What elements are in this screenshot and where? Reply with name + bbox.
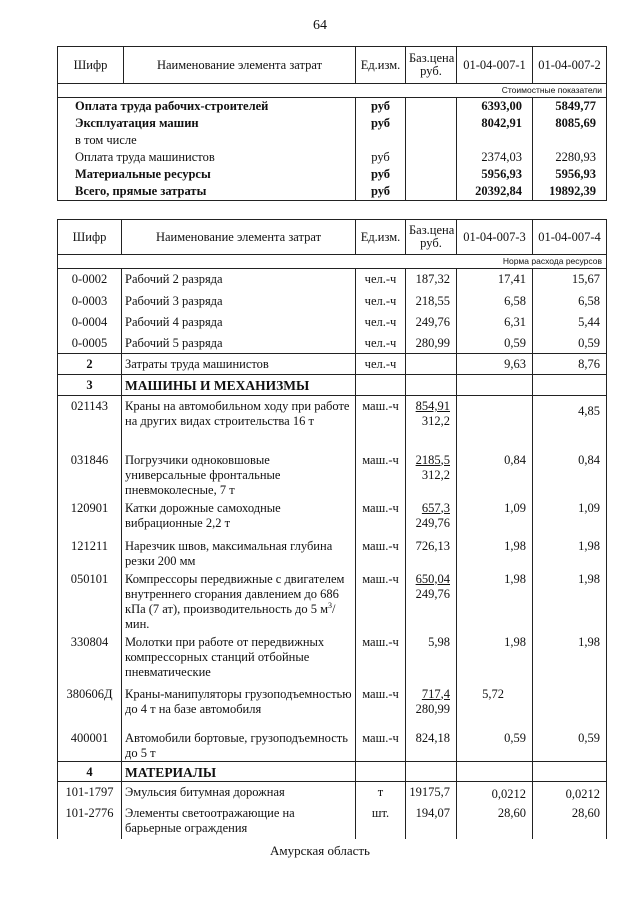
row-price: [406, 333, 457, 354]
row-name: Эмульсия битумная дорожная: [122, 781, 356, 803]
row-code: 031846: [58, 450, 122, 498]
row-price: [406, 396, 457, 450]
subheader-label: Норма расхода ресурсов: [58, 255, 607, 269]
row-name-suffix: /мин.: [125, 601, 336, 631]
row-name: Автомобили бортовые, грузоподъемность до 5 т: [122, 728, 356, 762]
row-name: Оплата труда машинистов: [58, 149, 356, 166]
row-unit: руб: [356, 166, 406, 183]
table-row: [58, 333, 607, 354]
row-price: [406, 450, 457, 498]
header-name: Наименование элемента затрат: [122, 220, 356, 255]
row-name: [122, 569, 356, 632]
row-value-2: 0,0212: [533, 781, 607, 803]
price-main: 650,04: [415, 571, 450, 586]
row-value-1: [457, 761, 533, 781]
header-code-2: 01-04-007-2: [533, 47, 607, 84]
header-unit: Ед.изм.: [356, 220, 406, 255]
header-code-1: 01-04-007-1: [457, 47, 533, 84]
table-header-row: [58, 47, 607, 84]
row-unit: маш.-ч: [356, 632, 406, 684]
row-code: 021143: [58, 396, 122, 450]
table-row: [58, 781, 607, 803]
row-value-1: 1,98: [457, 632, 533, 684]
page-number: 64: [313, 18, 327, 33]
row-unit: маш.-ч: [356, 728, 406, 762]
row-name: Рабочий 3 разряда: [122, 291, 356, 312]
row-price: [406, 728, 457, 762]
row-code: 120901: [58, 498, 122, 536]
header-code-3: 01-04-007-3: [457, 220, 533, 255]
row-value-2: [533, 761, 607, 781]
price-main: 280,99: [415, 335, 450, 350]
price-main: 726,13: [415, 538, 450, 553]
header-code: Шифр: [58, 220, 122, 255]
table-row: [58, 498, 607, 536]
superscript: 3: [328, 600, 333, 610]
row-value-1: 1,98: [457, 536, 533, 569]
row-name: Катки дорожные самоходные вибрационные 2,2 т: [122, 498, 356, 536]
table-row: [58, 684, 607, 728]
row-value-2: 15,67: [533, 269, 607, 291]
section-title: МАТЕРИАЛЫ: [122, 761, 356, 781]
row-price: [406, 269, 457, 291]
footer-region: Амурская область: [270, 843, 370, 858]
row-value-2: [533, 132, 607, 149]
row-price: [406, 803, 457, 839]
table-header-row: [58, 220, 607, 255]
row-value-2: 0,59: [533, 728, 607, 762]
row-price: [406, 115, 457, 132]
row-name: Рабочий 2 разряда: [122, 269, 356, 291]
row-value-1: 6,58: [457, 291, 533, 312]
row-value-2: 0,59: [533, 333, 607, 354]
row-value-1: 6393,00: [457, 98, 533, 116]
table-row: [58, 291, 607, 312]
row-unit: руб: [356, 115, 406, 132]
row-value-1: [457, 375, 533, 396]
subheader-row: [58, 255, 607, 269]
row-name: Эксплуатация машин: [58, 115, 356, 132]
row-code: 101-1797: [58, 781, 122, 803]
section-row: [58, 761, 607, 781]
row-value-1: 5,72: [457, 684, 533, 728]
price-main: 824,18: [415, 730, 450, 745]
table-row: [58, 132, 607, 149]
price-main: 854,91: [415, 399, 450, 413]
table-row: [58, 632, 607, 684]
row-price: [406, 498, 457, 536]
row-price: [406, 354, 457, 375]
row-price: [406, 98, 457, 116]
section-title: МАШИНЫ И МЕХАНИЗМЫ: [122, 375, 356, 396]
header-code: Шифр: [58, 47, 124, 84]
header-name: Наименование элемента затрат: [124, 47, 356, 84]
price-main: 187,32: [415, 272, 450, 286]
row-unit: маш.-ч: [356, 450, 406, 498]
row-code: 380606Д: [58, 684, 122, 728]
row-value-1: 6,31: [457, 312, 533, 333]
price-main: 249,76: [415, 314, 450, 329]
table-row: [58, 166, 607, 183]
row-name: Материальные ресурсы: [58, 166, 356, 183]
row-unit: чел.-ч: [356, 269, 406, 291]
row-code: 2: [58, 354, 122, 375]
row-value-2: 8,76: [533, 354, 607, 375]
row-price: [406, 132, 457, 149]
section-row: [58, 375, 607, 396]
row-value-2: 0,84: [533, 450, 607, 498]
row-unit: маш.-ч: [356, 684, 406, 728]
price-main: 5,98: [428, 634, 450, 649]
row-value-1: 9,63: [457, 354, 533, 375]
price-main: 218,55: [415, 293, 450, 308]
row-unit: руб: [356, 98, 406, 116]
row-value-2: 19892,39: [533, 183, 607, 201]
row-price: [406, 684, 457, 728]
row-value-1: 0,0212: [457, 781, 533, 803]
row-unit: чел.-ч: [356, 312, 406, 333]
row-price: [406, 781, 457, 803]
row-value-1: 5956,93: [457, 166, 533, 183]
price-main: 19175,7: [409, 784, 450, 799]
row-price: [406, 569, 457, 632]
table-row: [58, 536, 607, 569]
row-value-2: 8085,69: [533, 115, 607, 132]
table-row: [58, 115, 607, 132]
table-row: [58, 450, 607, 498]
row-value-2: 5849,77: [533, 98, 607, 116]
row-price: [406, 632, 457, 684]
row-unit: руб: [356, 183, 406, 201]
row-unit: маш.-ч: [356, 498, 406, 536]
row-name: Краны на автомобильном ходу при работе на других видах строительства 16 т: [122, 396, 356, 450]
row-unit: чел.-ч: [356, 354, 406, 375]
header-code-4: 01-04-007-4: [533, 220, 607, 255]
price-main: 2185,5: [415, 452, 450, 467]
row-name: Молотки при работе от передвижных компрессорных станций отбойные пневматические: [122, 632, 356, 684]
row-code: 121211: [58, 536, 122, 569]
row-value-1: 1,98: [457, 569, 533, 632]
row-code: 0-0003: [58, 291, 122, 312]
row-unit: маш.-ч: [356, 396, 406, 450]
row-code: 050101: [58, 569, 122, 632]
subheader-row: [58, 84, 607, 98]
price-sub: 312,2: [421, 414, 450, 428]
row-value-2: 1,98: [533, 632, 607, 684]
resource-norms-table: [57, 219, 607, 839]
table-row: [58, 569, 607, 632]
row-unit: шт.: [356, 803, 406, 839]
row-value-2: 1,98: [533, 569, 607, 632]
row-price: [406, 166, 457, 183]
row-name: Оплата труда рабочих-строителей: [58, 98, 356, 116]
price-main: 657,3: [421, 500, 450, 515]
row-value-1: [457, 132, 533, 149]
row-price: [406, 312, 457, 333]
header-base-price: Баз.цена руб.: [406, 47, 457, 84]
row-price: [406, 291, 457, 312]
row-price: [406, 761, 457, 781]
table-row: [58, 98, 607, 116]
row-value-1: 0,59: [457, 333, 533, 354]
row-name: Затраты труда машинистов: [122, 354, 356, 375]
row-price: [406, 536, 457, 569]
row-name: Рабочий 4 разряда: [122, 312, 356, 333]
row-value-1: 2374,03: [457, 149, 533, 166]
row-name-text: Компрессоры передвижные с двигателем внутреннего сгорания давлением до 686 кПа (7 ат), производительность до 5 м: [125, 571, 345, 616]
table-row: [58, 149, 607, 166]
row-code: 330804: [58, 632, 122, 684]
table-row: [58, 728, 607, 762]
price-sub: 249,76: [415, 586, 450, 601]
row-value-2: [533, 375, 607, 396]
row-value-1: 0,59: [457, 728, 533, 762]
row-unit: маш.-ч: [356, 536, 406, 569]
row-value-2: 5956,93: [533, 166, 607, 183]
row-unit: маш.-ч: [356, 569, 406, 632]
header-unit: Ед.изм.: [356, 47, 406, 84]
price-sub: 280,99: [415, 701, 450, 716]
row-value-1: 8042,91: [457, 115, 533, 132]
row-value-2: 6,58: [533, 291, 607, 312]
section-code: 4: [58, 761, 122, 781]
row-code: 400001: [58, 728, 122, 762]
row-code: 0-0002: [58, 269, 122, 291]
row-value-1: 17,41: [457, 269, 533, 291]
row-name: Нарезчик швов, максимальная глубина резки 200 мм: [122, 536, 356, 569]
row-price: [406, 149, 457, 166]
row-value-1: 1,09: [457, 498, 533, 536]
row-value-1: 28,60: [457, 803, 533, 839]
row-unit: руб: [356, 149, 406, 166]
row-name: Погрузчики одноковшовые универсальные фронтальные пневмоколесные, 7 т: [122, 450, 356, 498]
table-row: [58, 803, 607, 839]
subheader-label: Стоимостные показатели: [58, 84, 607, 98]
row-value-1: 20392,84: [457, 183, 533, 201]
row-price: [406, 375, 457, 396]
row-unit: [356, 375, 406, 396]
row-name: Всего, прямые затраты: [58, 183, 356, 201]
row-code: 101-2776: [58, 803, 122, 839]
row-code: 0-0004: [58, 312, 122, 333]
row-value-2: 1,98: [533, 536, 607, 569]
section-code: 3: [58, 375, 122, 396]
cost-indicators-table: [57, 46, 607, 201]
price-sub: 312,2: [421, 467, 450, 482]
price-main: 194,07: [415, 806, 450, 820]
row-name: Рабочий 5 разряда: [122, 333, 356, 354]
row-value-1: [457, 396, 533, 450]
row-unit: т: [356, 781, 406, 803]
row-value-1: 0,84: [457, 450, 533, 498]
table-row: [58, 354, 607, 375]
table-row: [58, 396, 607, 450]
table-row: [58, 269, 607, 291]
row-value-2: 2280,93: [533, 149, 607, 166]
row-value-2: 1,09: [533, 498, 607, 536]
row-value-2: [533, 684, 607, 728]
row-name: Краны-манипуляторы грузоподъемностью до 4 т на базе автомобиля: [122, 684, 356, 728]
row-unit: чел.-ч: [356, 291, 406, 312]
price-main: 717,4: [421, 686, 450, 701]
row-name: в том числе: [58, 132, 356, 149]
header-base-price: Баз.цена руб.: [406, 220, 457, 255]
table-row: [58, 183, 607, 201]
row-value-2: 4,85: [533, 396, 607, 450]
row-unit: [356, 132, 406, 149]
row-unit: чел.-ч: [356, 333, 406, 354]
row-unit: [356, 761, 406, 781]
table-row: [58, 312, 607, 333]
row-value-2: 5,44: [533, 312, 607, 333]
row-value-2: 28,60: [533, 803, 607, 839]
price-sub: 249,76: [415, 515, 450, 530]
row-code: 0-0005: [58, 333, 122, 354]
row-name: Элементы светоотражающие на барьерные ограждения: [122, 803, 356, 839]
row-price: [406, 183, 457, 201]
